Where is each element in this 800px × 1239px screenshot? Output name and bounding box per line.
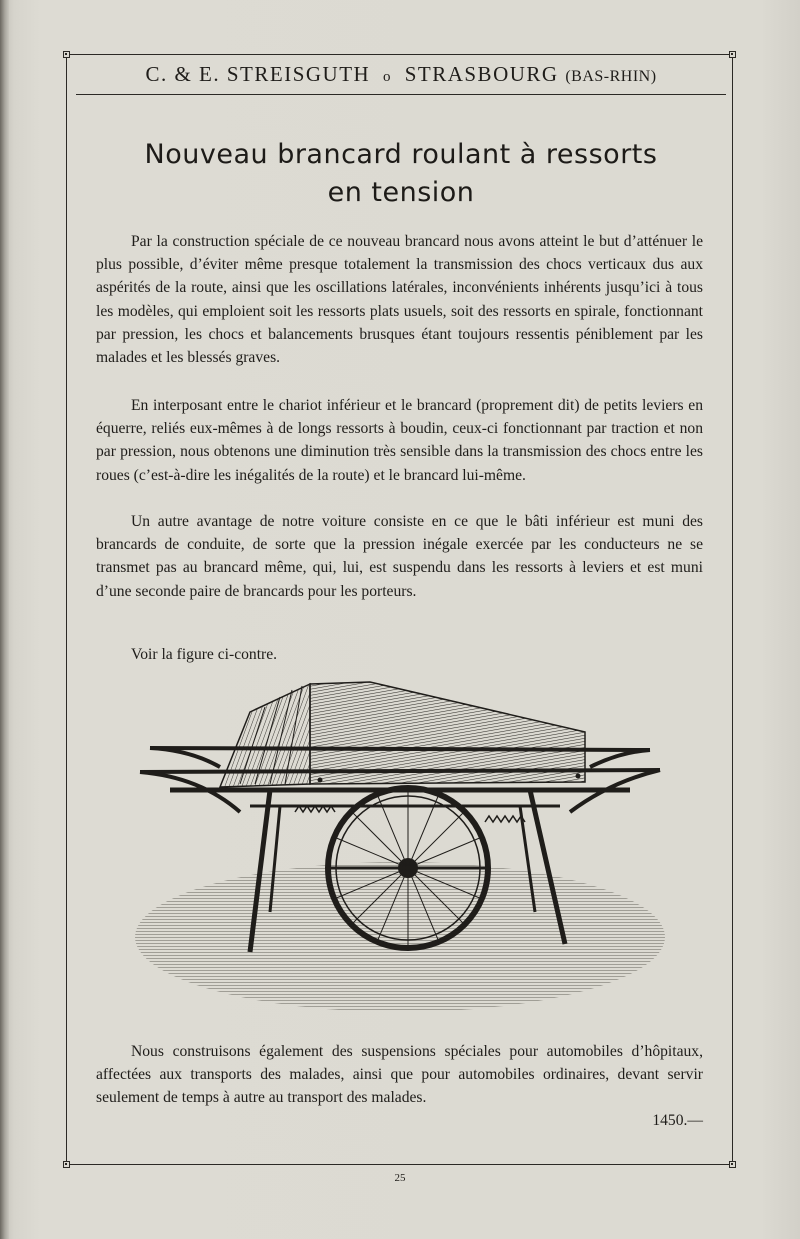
header-rule <box>76 94 726 95</box>
page-title <box>76 136 726 212</box>
catalog-number: 1450.— <box>652 1112 703 1129</box>
frame-bottom-rule <box>66 1164 732 1165</box>
paragraph-text: Nous construisons également des suspensions spéciales pour automobiles d’hôpitaux, affectées aux transports des malades, ainsi que pour automobiles ordinaires, devant servir seulement de temps à autre au transport des malades. <box>96 1043 703 1107</box>
paragraph-text: Par la construction spéciale de ce nouveau brancard nous avons atteint le but d’atténuer le plus possible, d’éviter même presque totalement la transmission des chocs verticaux dus aux aspérités de la route, ainsi que les oscillations latérales, inconvénients inhérents jusqu’ici à tous les modèles, qui emploient soit les ressorts plats usuels, soit des ressorts en spirale, fonctionnant par pression, les chocs et balancements brusques étant toujours ressentis péniblement par les malades et les blessés graves. <box>96 233 703 367</box>
paragraph-text: Un autre avantage de notre voiture consiste en ce que le bâti inférieur est muni des brancards de conduite, de sorte que la pression inégale exercée par les conducteurs ne se transmet pas au brancard même, qui, lui, est suspendu dans les ressorts à leviers et est muni d’une seconde paire de brancards pour les porteurs. <box>96 513 703 600</box>
title-line-2: en tension <box>327 177 475 208</box>
paragraph-text: Voir la figure ci-contre. <box>131 646 278 663</box>
firm-name: C. & E. STREISGUTH <box>145 62 371 86</box>
frame-corner-ornament <box>63 51 70 58</box>
frame-left-rule <box>66 54 67 1164</box>
paragraph-levers <box>96 394 703 487</box>
paragraph-construction <box>96 230 703 369</box>
title-line-1: Nouveau brancard roulant à ressorts <box>144 139 658 170</box>
region-name: (BAS-RHIN) <box>565 68 657 85</box>
paragraph-automobiles <box>96 1040 703 1110</box>
frame-corner-ornament <box>729 1161 736 1168</box>
frame-top-rule <box>66 54 732 55</box>
paragraph-text: En interposant entre le chariot inférieur et le brancard (proprement dit) de petits leviers en équerre, reliés eux-mêmes à de longs ressorts à boudin, ceux-ci fonctionnant par traction et non par pression, nous obtenons une diminution très sensible dans la transmission des chocs entre les roues (c’est-à-dire les inégalités de la route) et le brancard lui-même. <box>96 397 703 484</box>
running-header <box>76 62 726 92</box>
city-name: STRASBOURG <box>404 62 559 86</box>
book-binding-edge <box>0 0 9 1239</box>
stretcher-illustration <box>130 672 670 1022</box>
page-number: 25 <box>394 1172 406 1184</box>
paragraph-see-figure <box>96 643 703 666</box>
wheeled-stretcher-icon <box>130 672 670 1022</box>
frame-corner-ornament <box>729 51 736 58</box>
frame-corner-ornament <box>63 1161 70 1168</box>
paragraph-advantage <box>96 510 703 603</box>
header-separator: o <box>382 69 392 85</box>
frame-right-rule <box>732 54 733 1164</box>
